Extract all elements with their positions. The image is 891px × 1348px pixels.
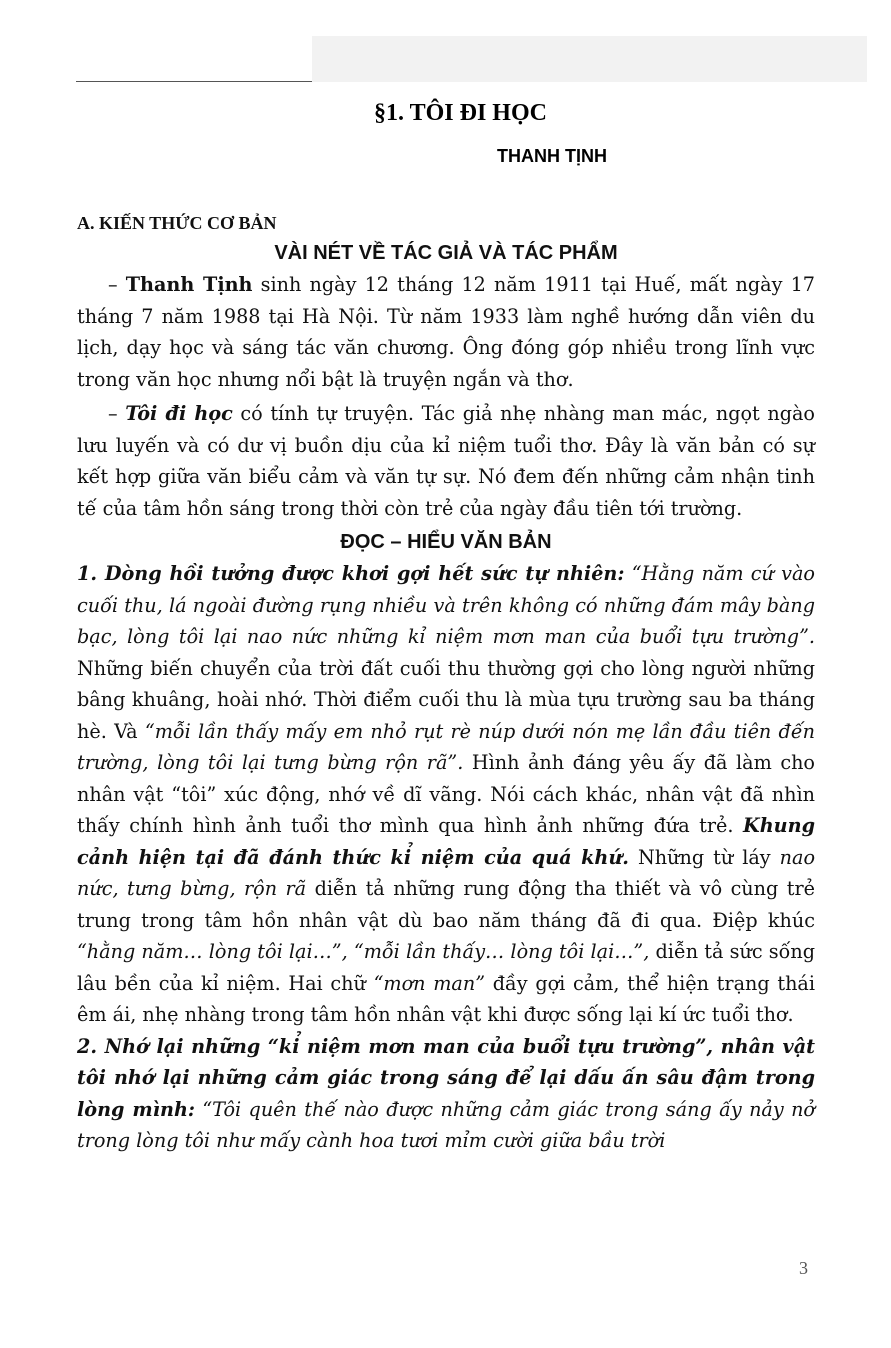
author-name: THANH TỊNH xyxy=(497,146,607,166)
author-name-inline: Thanh Tịnh xyxy=(125,273,253,296)
section-label: A. KIẾN THỨC CƠ BẢN xyxy=(77,213,277,233)
quote: “Hằng năm cứ vào cuối thu, lá ngoài đường rụng nhiều và trên không có những đám mây bàng bạc, lòng tôi lại nao nức những kỉ niệm mơn man của buổi tựu trường”. xyxy=(77,562,815,648)
emphasis-text: Khung cảnh hiện tại đã đánh thức kỉ niệm của quá khứ. xyxy=(77,814,815,869)
paragraph-text: Những từ láy xyxy=(628,845,780,869)
dash: – xyxy=(108,273,126,296)
quote: “mơn man” xyxy=(373,971,486,995)
paragraph-text: sinh ngày 12 tháng 12 năm 1911 tại Huế, mất ngày 17 tháng 7 năm 1988 tại Hà Nội. Từ năm 1933 làm nghề hướng dẫn viên du lịch, dạy học và sáng tác văn chương. Ông đóng góp nhiều trong lĩnh vực trong văn học nhưng nổi bật là truyện ngắn và thơ. xyxy=(77,273,815,391)
quote: “hằng năm… lòng tôi lại…”, “mỗi lần thấy… lòng tôi lại…”, xyxy=(77,940,650,963)
page-body xyxy=(77,209,815,1157)
item-1-title: 1. Dòng hồi tưởng được khơi gợi hết sức tự nhiên: xyxy=(77,562,625,585)
section-heading-reading: ĐỌC – HIỂU VĂN BẢN xyxy=(340,531,552,553)
paragraph-text: Hình ảnh đáng yêu ấy đã làm cho nhân vật “tôi” xúc động, nhớ về dĩ vãng. Nói cách khác, nhân vật đã nhìn thấy chính hình ảnh tuổi thơ mình qua hình ảnh những đứa trẻ. xyxy=(77,751,815,837)
reduplicative-words: nao nức, tưng bừng, rộn rã xyxy=(77,845,815,900)
paragraph-text: có tính tự truyện. Tác giả nhẹ nhàng man mác, ngọt ngào lưu luyến và có dư vị buồn dịu của kỉ niệm tuổi thơ. Đây là văn bản có sự kết hợp giữa văn biểu cảm và văn tự sự. Nó đem đến những cảm nhận tinh tế của tâm hồn sáng trong thời còn trẻ của ngày đầu tiên tới trường. xyxy=(77,402,815,520)
dash: – xyxy=(108,402,126,425)
page-number: 3 xyxy=(799,1258,808,1278)
paragraph-text: Những biến chuyển của trời đất cuối thu thường gợi cho lòng người những bâng khuâng, hoài nhớ. Thời điểm cuối thu là mùa tựu trường sau ba tháng hè. Và xyxy=(77,656,815,743)
header-band xyxy=(312,36,867,82)
paragraph-text: diễn tả sức sống lâu bền của kỉ niệm. Hai chữ xyxy=(77,940,815,995)
paragraph-text: diễn tả những rung động tha thiết và vô cùng trẻ trung trong tâm hồn nhân vật dù bao năm tháng đã đi qua. Điệp khúc xyxy=(77,877,815,932)
work-title-inline: Tôi đi học xyxy=(125,402,233,425)
paragraph-work xyxy=(77,398,815,524)
section-heading-author-work: VÀI NÉT VỀ TÁC GIẢ VÀ TÁC PHẨM xyxy=(274,242,618,264)
paragraph-text: đầy gợi cảm, thể hiện trạng thái êm ái, nhẹ nhàng trong tâm hồn nhân vật khi được sống lại kí ức tuổi thơ. xyxy=(77,971,815,1026)
item-2-title: 2. Nhớ lại những “kỉ niệm mơn man của buổi tựu trường”, nhân vật tôi nhớ lại những cảm giác trong sáng để lại dấu ấn sâu đậm trong lòng mình: xyxy=(77,1034,815,1121)
quote: “mỗi lần thấy mấy em nhỏ rụt rè núp dưới nón mẹ lần đầu tiên đến trường, lòng tôi lại tưng bừng rộn rã”. xyxy=(77,719,815,774)
quote: “Tôi quên thế nào được những cảm giác trong sáng ấy nảy nở trong lòng tôi như mấy cành hoa tươi mỉm cười giữa bầu trời xyxy=(77,1097,815,1152)
paragraph-item-1 xyxy=(77,558,815,1031)
header-rule xyxy=(76,81,312,82)
paragraph-item-2 xyxy=(77,1031,815,1157)
chapter-title: §1. TÔI ĐI HỌC xyxy=(374,100,547,126)
paragraph-author xyxy=(77,269,815,395)
